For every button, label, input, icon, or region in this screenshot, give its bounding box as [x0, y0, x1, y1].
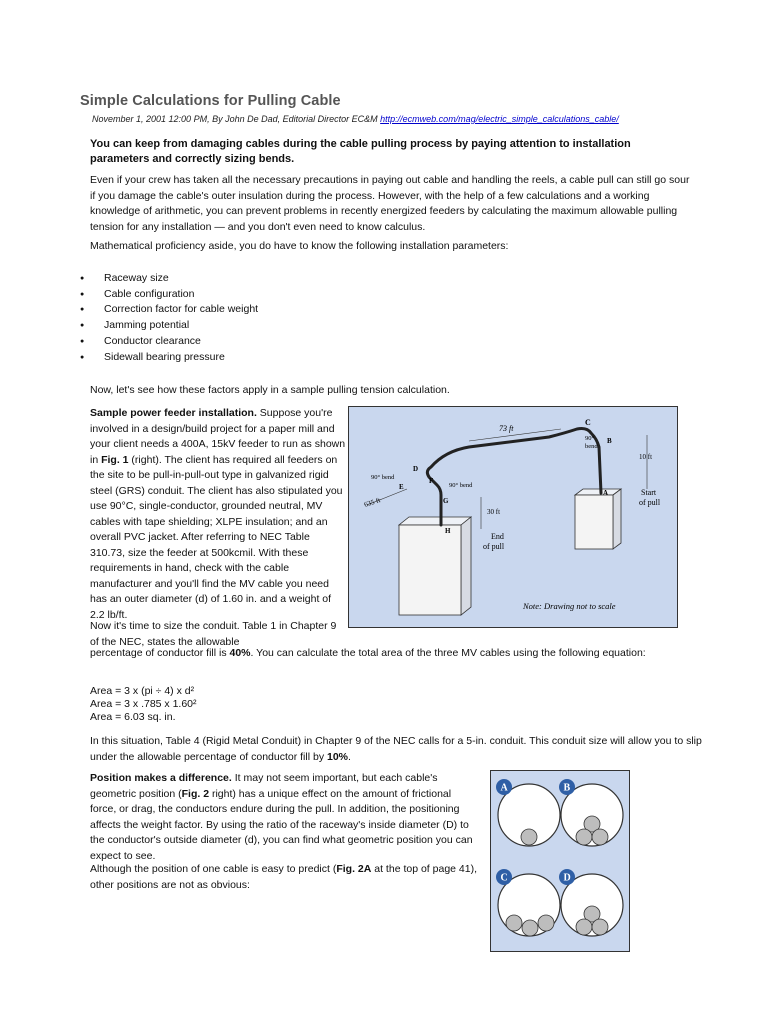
- point-C: C: [585, 418, 591, 427]
- cable: [522, 920, 538, 936]
- now-cont-a: percentage of conductor fill is: [90, 647, 230, 659]
- equation-line: Area = 3 x .785 x 1.60²: [90, 697, 197, 710]
- bend-D: 90° bend: [371, 474, 395, 481]
- area-equation: [90, 685, 197, 723]
- dim-10ft: 10 ft: [639, 453, 653, 461]
- sample-text-b: (right). The client has required all feeders on the site to be pull-in-pull-out type in galvanized rigid steel (GRS) conduit. The client has also stipulated you use 90°C, single-conductor, grounded neutral, MV cables with tape shielding; XLPE insulation; and an overall PVC jacket. After referring to NEC Table 310.73, size the feeder at 500kcmil. With these requirements in hand, check with the cable manufacturer and you'll find the MV cable you need has an outer diameter (d) of 1.60 in. and a weight of 2.2 lb/ft.: [90, 453, 343, 621]
- cable: [538, 915, 554, 931]
- dim-635ft: 635 ft: [363, 496, 382, 509]
- equation-line: Area = 6.03 sq. in.: [90, 710, 176, 723]
- dim-73ft: 73 ft: [499, 424, 514, 433]
- list-item: ● Correction factor for cable weight: [80, 302, 258, 318]
- fig2a-ref: Fig. 2A: [336, 863, 372, 875]
- pos-text-a: It may not seem important, but each cable's geometric position (: [90, 772, 438, 800]
- point-D: D: [413, 465, 419, 473]
- start-line1: Start: [641, 488, 657, 497]
- conduit-size-paragraph: [90, 734, 710, 765]
- calculation-intro: Now, let's see how these factors apply in a sample pulling tension calculation.: [90, 384, 450, 396]
- although-a: Although the position of one cable is easy to predict (: [90, 863, 337, 875]
- list-item: ● Jamming potential: [80, 318, 258, 334]
- intro-paragraph: Even if your crew has taken all the necessary precautions in paying out cable and handling the reels, a cable pull can still go sour if you damage the cable's outer insulation during the process. However, with the help of a few calculations and a working knowledge of arithmetic, you can prevent problems in recently energized feeders by calculating the maximum allowable pulling tension for any installation — and you don't even need to know calculus.: [90, 174, 690, 233]
- badge-b-label: B: [563, 782, 571, 794]
- para4-a: In this situation, Table 4 (Rigid Metal Conduit) in Chapter 9 of the NEC calls for a 5-in. conduit. This conduit size will allow you to slip under the allowable percentage of conductor fill by: [90, 735, 702, 763]
- position-paragraph: [90, 771, 480, 864]
- badge-a-label: A: [500, 782, 508, 794]
- parameter-list: [80, 271, 258, 365]
- fig1-svg: [349, 407, 677, 627]
- point-E: E: [399, 483, 404, 491]
- figure-1-pulling-diagram: [348, 406, 678, 628]
- figure-2-cable-positions: [490, 770, 630, 952]
- end-line2: of pull: [483, 542, 505, 551]
- byline: [92, 114, 619, 124]
- point-G: G: [443, 497, 449, 505]
- underfill-percentage: 10%: [326, 750, 348, 763]
- cable: [576, 919, 592, 935]
- cable: [592, 919, 608, 935]
- lead-paragraph: You can keep from damaging cables during the cable pulling process by paying attention to installation parameters and correctly sizing bends.: [90, 138, 631, 165]
- para4-b: .: [348, 750, 351, 763]
- list-item: ● Cable configuration: [80, 287, 258, 303]
- sample-paragraph: [90, 406, 346, 623]
- byline-text: November 1, 2001 12:00 PM, By John De Dad, Editorial Director EC&M: [92, 114, 378, 124]
- sample-heading: Sample power feeder installation.: [90, 407, 257, 419]
- start-box: [575, 489, 621, 549]
- although-paragraph: [90, 862, 480, 893]
- equation-line: Area = 3 x (pi ÷ 4) x d²: [90, 685, 195, 697]
- cable: [521, 829, 537, 845]
- list-item: ● Sidewall bearing pressure: [80, 350, 258, 366]
- fig2-ref: Fig. 2: [181, 787, 210, 800]
- bend-C-line2: bend: [585, 443, 598, 450]
- cable: [592, 829, 608, 845]
- cable: [506, 915, 522, 931]
- badge-c-label: C: [500, 872, 508, 884]
- list-item: ● Raceway size: [80, 271, 258, 287]
- drawing-note: Note: Drawing not to scale: [523, 601, 616, 611]
- badge-d-label: D: [563, 872, 571, 884]
- point-A: A: [603, 489, 609, 497]
- sample-text-a: Suppose you're involved in a design/build project for a paper mill and your client needs a 400A, 15kV feeder to run as shown in: [90, 407, 346, 466]
- fig1-ref: Fig. 1: [101, 453, 129, 466]
- point-B: B: [607, 437, 612, 445]
- now-cont-b: . You can calculate the total area of the three MV cables using the following equation:: [250, 647, 646, 659]
- article-link[interactable]: http://ecmweb.com/mag/electric_simple_calculations_cable/: [380, 114, 619, 124]
- point-F: F: [429, 477, 434, 485]
- article-title: Simple Calculations for Pulling Cable: [80, 93, 341, 109]
- dim-30ft: 30 ft: [487, 508, 501, 516]
- bend-C-line1: 90°: [585, 435, 595, 442]
- position-heading: Position makes a difference.: [90, 772, 232, 784]
- fill-percentage: 40%: [229, 647, 251, 659]
- start-line2: of pull: [639, 498, 661, 507]
- end-line1: End: [491, 532, 504, 541]
- end-box: [399, 517, 471, 615]
- pos-text-b: right) has a unique effect on the amount of frictional force, or drag, the conductors endure during the pull. In addition, the positioning affects the weight factor. By using the ratio of the raceway's inside diameter (D) to the conductor's outside diameter (d), you can find what geometric position you can expect to see.: [90, 787, 473, 862]
- point-H: H: [445, 527, 451, 535]
- conduit-sizing-continuation: [90, 646, 650, 662]
- cable: [576, 829, 592, 845]
- although-b: at the top of page 41), other positions are not as obvious:: [90, 863, 478, 891]
- fig2-svg: [491, 771, 629, 951]
- conduit-sizing-paragraph: Now it's time to size the conduit. Table 1 in Chapter 9 of the NEC, states the allowable: [90, 620, 337, 648]
- bend-F: 90° bend: [449, 482, 473, 489]
- list-item: ● Conductor clearance: [80, 334, 258, 350]
- parameters-intro: Mathematical proficiency aside, you do have to know the following installation parameters:: [90, 240, 509, 252]
